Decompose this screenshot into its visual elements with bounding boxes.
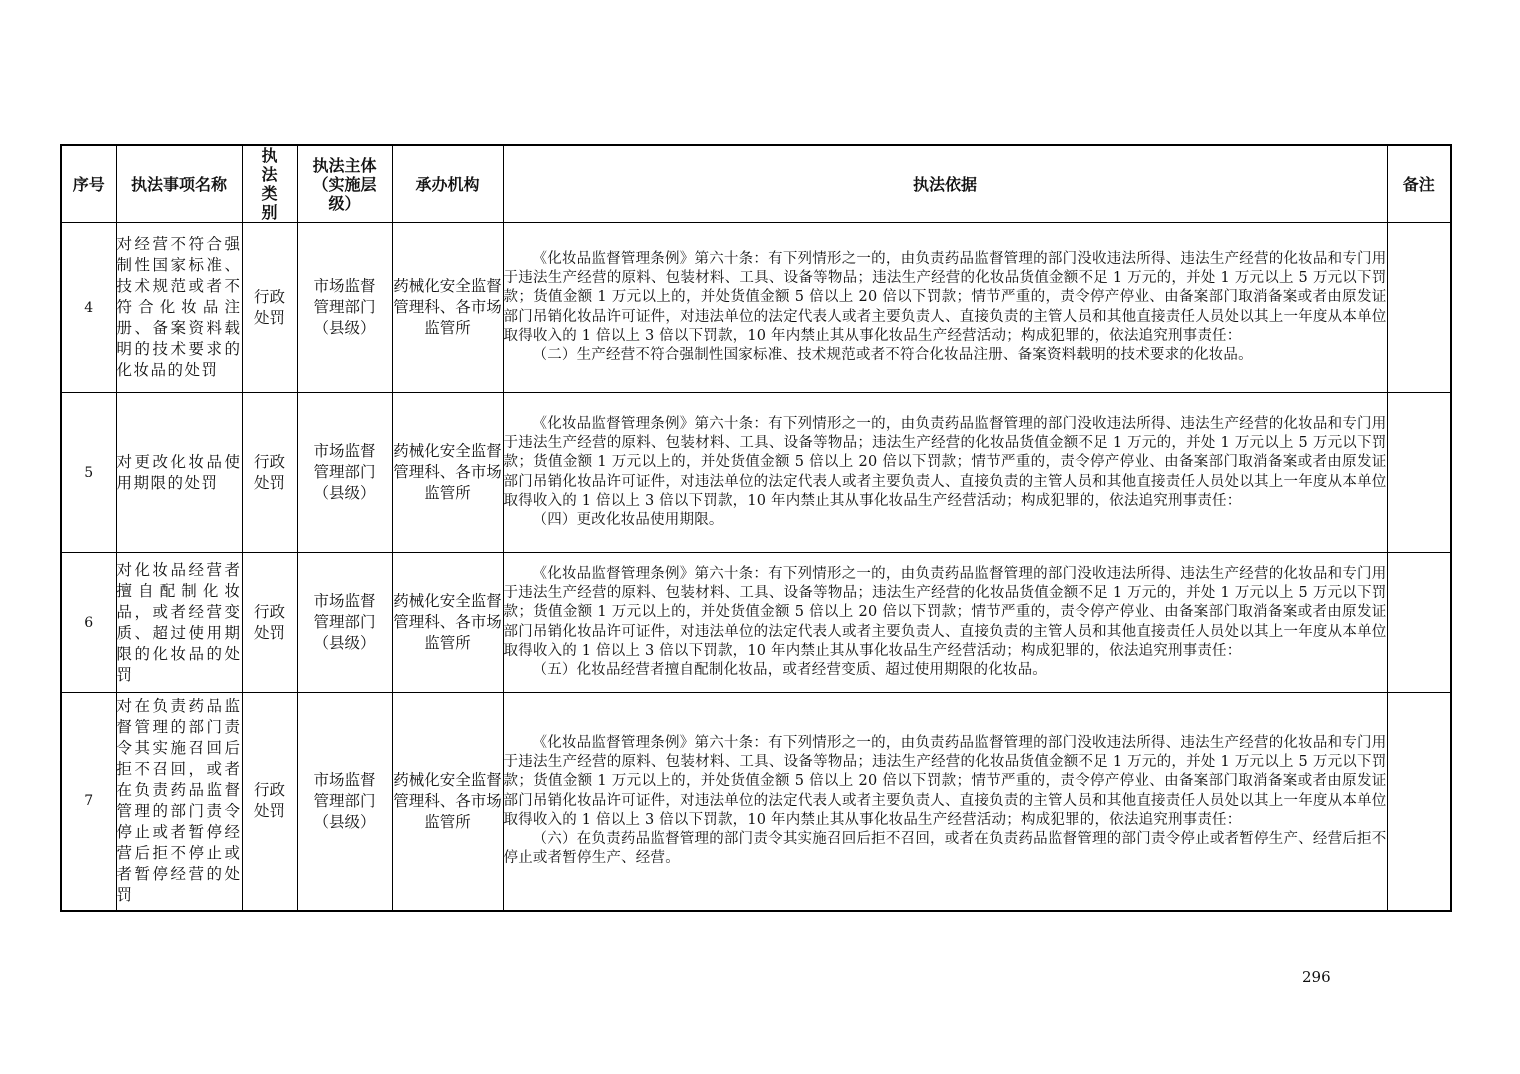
row-basis (503, 693, 1387, 911)
table-row (61, 693, 1451, 911)
header-subject: 执法主体（实施层级） (297, 145, 392, 223)
basis-item-text: （二）生产经营不符合强制性国家标准、技术规范或者不符合化妆品注册、备案资料载明的技术要求的化妆品。 (532, 347, 1253, 364)
row-subject: 市场监督管理部门（县级） (297, 223, 392, 393)
row-subject: 市场监督管理部门（县级） (297, 693, 392, 911)
header-item-name: 执法事项名称 (116, 145, 242, 223)
row-remark (1387, 393, 1451, 553)
row-basis (503, 223, 1387, 393)
table-row (61, 393, 1451, 553)
row-type: 行政处罚 (242, 693, 297, 911)
row-subject: 市场监督管理部门（县级） (297, 393, 392, 553)
row-seq: 5 (61, 393, 116, 553)
table-row (61, 553, 1451, 693)
row-basis (503, 393, 1387, 553)
row-item-name: 对化妆品经营者擅自配制化妆品，或者经营变质、超过使用期限的化妆品的处罚 (116, 553, 242, 693)
row-item-name: 对更改化妆品使用期限的处罚 (116, 393, 242, 553)
row-item-name: 对经营不符合强制性国家标准、技术规范或者不符合化妆品注册、备案资料载明的技术要求的化妆品的处罚 (116, 223, 242, 393)
basis-main-text: 《化妆品监督管理条例》第六十条：有下列情形之一的，由负责药品监督管理的部门没收违法所得、违法生产经营的化妆品和专门用于违法生产经营的原料、包装材料、工具、设备等物品；违法生产经营的化妆品货值金额不足 1 万元的，并处 1 万元以上 5 万元以下罚款；货值金额 1 万元以上的，并处货值金额 5 倍以上 20 倍以下罚款；情节严重的，责令停产停业、由备案部门取消备案或者由原发证部门吊销化妆品许可证件，对违法单位的法定代表人或者主要负责人、直接负责的主管人员和其他直接责任人员处以其上一年度从本单位取得收入的 1 倍以上 3 倍以下罚款，10 年内禁止其从事化妆品生产经营活动；构成犯罪的，依法追究刑事责任： (503, 250, 1387, 344)
row-basis (503, 553, 1387, 693)
basis-item-text: （四）更改化妆品使用期限。 (532, 512, 724, 529)
row-org: 药械化安全监督管理科、各市场监管所 (392, 553, 503, 693)
row-type: 行政处罚 (242, 393, 297, 553)
row-remark (1387, 553, 1451, 693)
basis-main-text: 《化妆品监督管理条例》第六十条：有下列情形之一的，由负责药品监督管理的部门没收违法所得、违法生产经营的化妆品和专门用于违法生产经营的原料、包装材料、工具、设备等物品；违法生产经营的化妆品货值金额不足 1 万元的，并处 1 万元以上 5 万元以下罚款；货值金额 1 万元以上的，并处货值金额 5 倍以上 20 倍以下罚款；情节严重的，责令停产停业、由备案部门取消备案或者由原发证部门吊销化妆品许可证件，对违法单位的法定代表人或者主要负责人、直接负责的主管人员和其他直接责任人员处以其上一年度从本单位取得收入的 1 倍以上 3 倍以下罚款，10 年内禁止其从事化妆品生产经营活动；构成犯罪的，依法追究刑事责任： (503, 415, 1387, 509)
row-remark (1387, 223, 1451, 393)
row-seq: 7 (61, 693, 116, 911)
row-subject: 市场监督管理部门（县级） (297, 553, 392, 693)
page-number: 296 (1302, 968, 1331, 986)
header-seq: 序号 (61, 145, 116, 223)
row-type: 行政处罚 (242, 553, 297, 693)
basis-main-text: 《化妆品监督管理条例》第六十条：有下列情形之一的，由负责药品监督管理的部门没收违法所得、违法生产经营的化妆品和专门用于违法生产经营的原料、包装材料、工具、设备等物品；违法生产经营的化妆品货值金额不足 1 万元的，并处 1 万元以上 5 万元以下罚款；货值金额 1 万元以上的，并处货值金额 5 倍以上 20 倍以下罚款；情节严重的，责令停产停业、由备案部门取消备案或者由原发证部门吊销化妆品许可证件，对违法单位的法定代表人或者主要负责人、直接负责的主管人员和其他直接责任人员处以其上一年度从本单位取得收入的 1 倍以上 3 倍以下罚款，10 年内禁止其从事化妆品生产经营活动；构成犯罪的，依法追究刑事责任： (503, 734, 1387, 828)
header-remark: 备注 (1387, 145, 1451, 223)
basis-item-text: （六）在负责药品监督管理的部门责令其实施召回后拒不召回，或者在负责药品监督管理的部门责令停止或者暂停生产、经营后拒不停止或者暂停生产、经营。 (503, 831, 1387, 867)
header-type: 执法类别 (242, 145, 297, 223)
basis-item-text: （五）化妆品经营者擅自配制化妆品，或者经营变质、超过使用期限的化妆品。 (532, 662, 1047, 679)
row-remark (1387, 693, 1451, 911)
row-org: 药械化安全监督管理科、各市场监管所 (392, 223, 503, 393)
row-type: 行政处罚 (242, 223, 297, 393)
basis-main-text: 《化妆品监督管理条例》第六十条：有下列情形之一的，由负责药品监督管理的部门没收违法所得、违法生产经营的化妆品和专门用于违法生产经营的原料、包装材料、工具、设备等物品；违法生产经营的化妆品货值金额不足 1 万元的，并处 1 万元以上 5 万元以下罚款；货值金额 1 万元以上的，并处货值金额 5 倍以上 20 倍以下罚款；情节严重的，责令停产停业、由备案部门取消备案或者由原发证部门吊销化妆品许可证件，对违法单位的法定代表人或者主要负责人、直接负责的主管人员和其他直接责任人员处以其上一年度从本单位取得收入的 1 倍以上 3 倍以下罚款，10 年内禁止其从事化妆品生产经营活动；构成犯罪的，依法追究刑事责任： (503, 565, 1387, 659)
header-basis: 执法依据 (503, 145, 1387, 223)
row-org: 药械化安全监督管理科、各市场监管所 (392, 693, 503, 911)
header-org: 承办机构 (392, 145, 503, 223)
row-org: 药械化安全监督管理科、各市场监管所 (392, 393, 503, 553)
row-seq: 4 (61, 223, 116, 393)
table-header-row (61, 145, 1451, 223)
row-seq: 6 (61, 553, 116, 693)
table-row (61, 223, 1451, 393)
row-item-name: 对在负责药品监督管理的部门责令其实施召回后拒不召回，或者在负责药品监督管理的部门责令停止或者暂停经营后拒不停止或者暂停经营的处罚 (116, 693, 242, 911)
enforcement-items-table (60, 144, 1452, 912)
